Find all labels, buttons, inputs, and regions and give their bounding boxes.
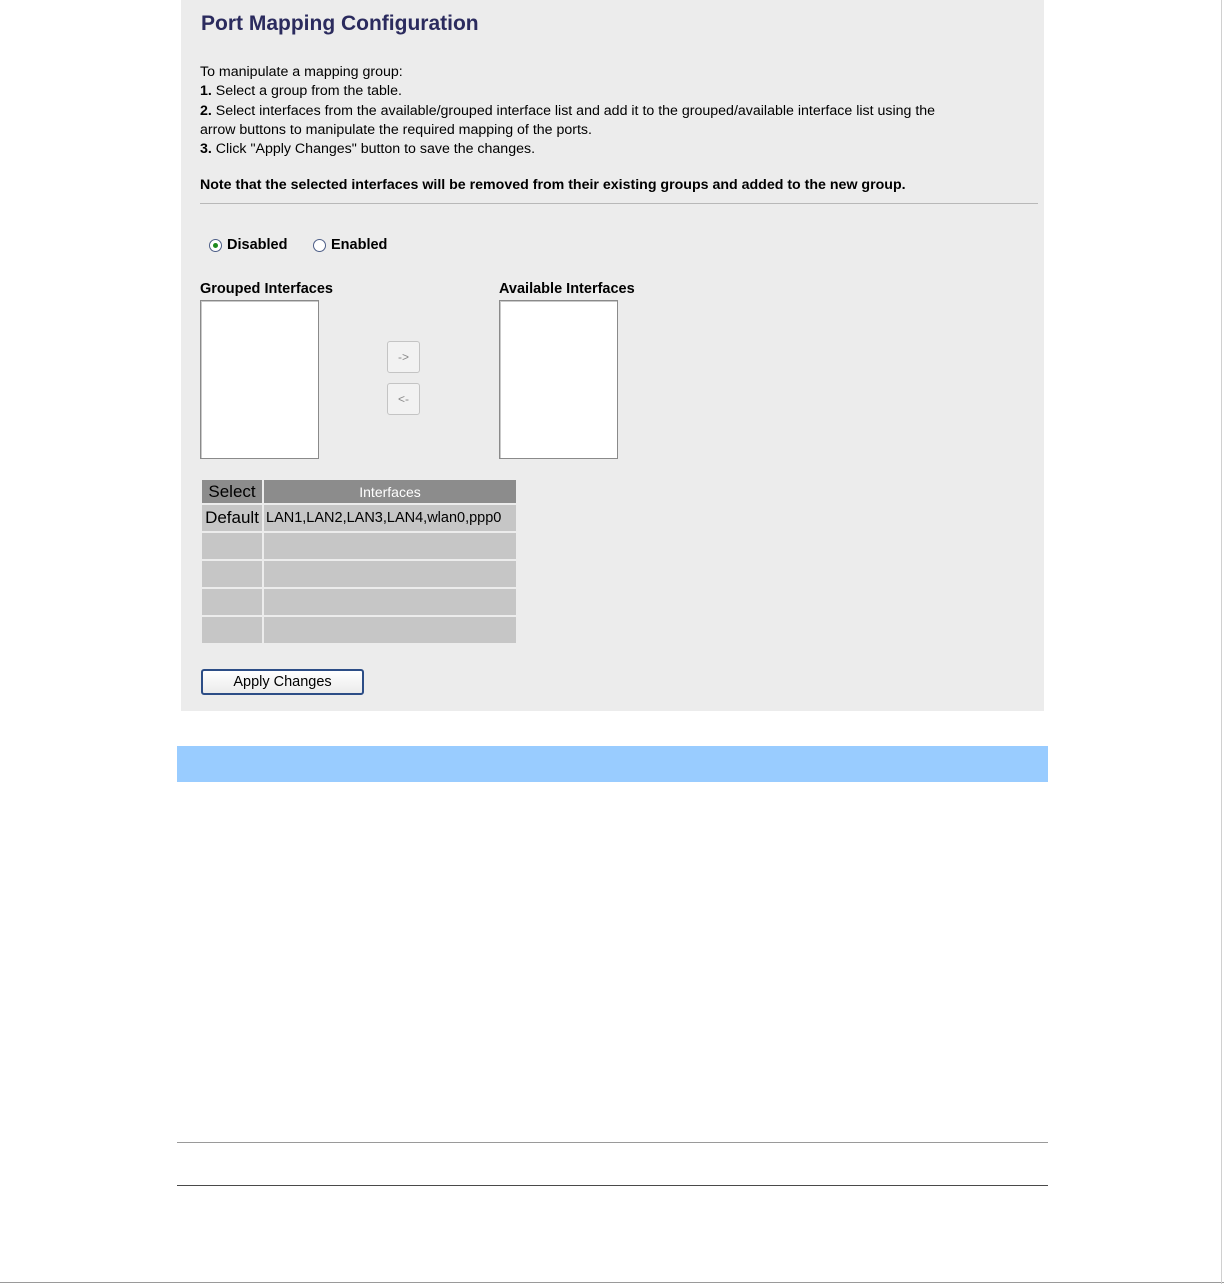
mapping-group-table <box>200 478 518 645</box>
radio-disabled-circle-icon[interactable] <box>209 239 222 252</box>
radio-enabled-label: Enabled <box>331 237 388 253</box>
row-interfaces-cell <box>264 617 516 643</box>
step-1-text: Select a group from the table. <box>211 83 402 100</box>
table-row[interactable] <box>202 505 516 531</box>
radio-disabled[interactable] <box>209 237 287 253</box>
caption-bar <box>177 746 1048 782</box>
table-row[interactable] <box>202 617 516 643</box>
table-header-row <box>202 480 516 503</box>
section-divider <box>200 203 1038 204</box>
table-row[interactable] <box>202 533 516 559</box>
row-select-cell[interactable] <box>202 589 262 615</box>
instructions-step-3 <box>200 140 1030 159</box>
horizontal-rule <box>177 1142 1048 1143</box>
row-interfaces-cell <box>264 533 516 559</box>
step-3-number: 3. <box>200 141 212 158</box>
instructions-step-1 <box>200 82 1030 101</box>
instructions-step-2 <box>200 102 1030 121</box>
header-interfaces: Interfaces <box>264 480 516 503</box>
row-select-cell[interactable] <box>202 617 262 643</box>
header-select: Select <box>202 480 262 503</box>
page-bottom-rule <box>0 1282 1224 1283</box>
step-1-number: 1. <box>200 83 212 100</box>
config-panel <box>181 0 1044 711</box>
page-edge-line <box>1221 0 1222 1284</box>
available-interfaces-listbox[interactable] <box>499 300 618 459</box>
instructions-step-2-continued: arrow buttons to manipulate the required mapping of the ports. <box>200 121 592 138</box>
table-row[interactable] <box>202 561 516 587</box>
move-left-arrow-button[interactable]: <- <box>387 383 420 415</box>
grouped-interfaces-label: Grouped Interfaces <box>200 281 333 297</box>
row-select-cell[interactable]: Default <box>202 505 262 531</box>
row-interfaces-cell <box>264 561 516 587</box>
note-text: Note that the selected interfaces will be removed from their existing groups and added to the new group. <box>200 177 906 193</box>
row-interfaces-cell <box>264 589 516 615</box>
radio-enabled[interactable] <box>313 237 387 253</box>
available-interfaces-label: Available Interfaces <box>499 281 635 297</box>
horizontal-rule <box>177 1185 1048 1186</box>
radio-disabled-label: Disabled <box>227 237 288 253</box>
row-select-cell[interactable] <box>202 533 262 559</box>
apply-changes-button[interactable]: Apply Changes <box>201 669 364 695</box>
grouped-interfaces-listbox[interactable] <box>200 300 319 459</box>
row-select-cell[interactable] <box>202 561 262 587</box>
instructions-intro: To manipulate a mapping group: <box>200 64 403 80</box>
move-right-arrow-button[interactable]: -> <box>387 341 420 373</box>
step-3-text: Click "Apply Changes" button to save the changes. <box>211 141 536 158</box>
row-interfaces-cell: LAN1,LAN2,LAN3,LAN4,wlan0,ppp0 <box>264 505 516 531</box>
instructions <box>200 63 1030 159</box>
step-2-text: Select interfaces from the available/grouped interface list and add it to the grouped/available interface list using the <box>211 102 936 119</box>
table-row[interactable] <box>202 589 516 615</box>
step-2-number: 2. <box>200 102 212 119</box>
page-title: Port Mapping Configuration <box>201 12 479 35</box>
radio-enabled-circle-icon[interactable] <box>313 239 326 252</box>
